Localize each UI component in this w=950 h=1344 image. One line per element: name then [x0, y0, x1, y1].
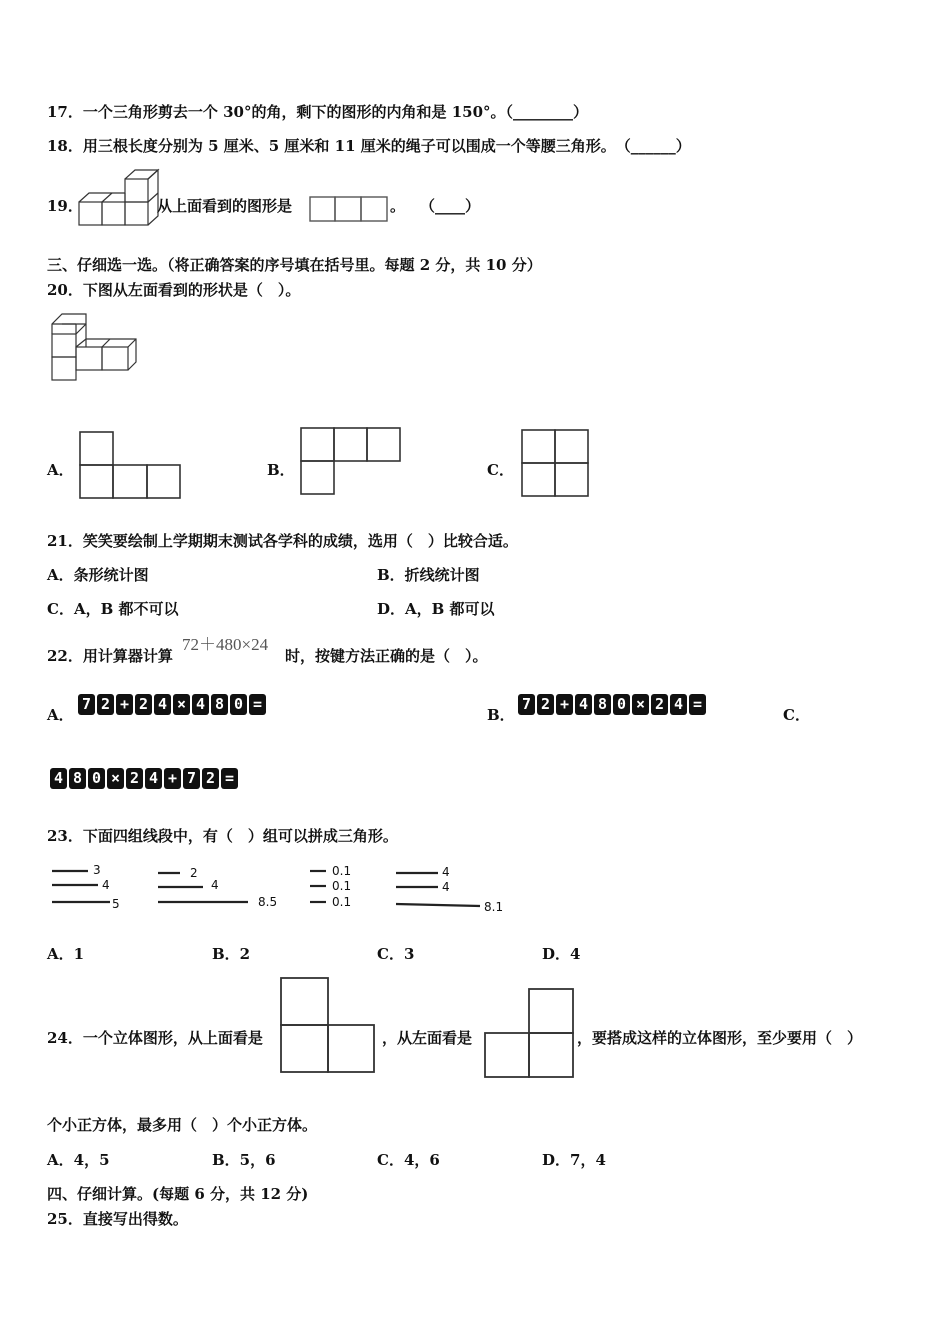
seg-g4-b: 4 [442, 880, 450, 894]
seg-g3-a: 0.1 [332, 864, 352, 878]
calc-a-key: 4 [154, 694, 171, 715]
calc-a-key: 0 [230, 694, 247, 715]
q19-cube-figure [78, 168, 160, 226]
seg-g1-c: 5 [112, 897, 120, 911]
calc-c-key: 2 [126, 768, 143, 789]
calc-c-key: 8 [69, 768, 86, 789]
seg-g4-a: 4 [442, 865, 450, 879]
section-4-heading: 四、仔细计算。(每题 6 分，共 12 分) [47, 1185, 309, 1203]
question-24-prefix: 24．一个立体图形，从上面看是 [47, 1029, 263, 1047]
q19-top-view-figure [309, 196, 389, 222]
calc-a-key: × [173, 694, 190, 715]
seg-g4-c: 8.1 [484, 900, 504, 914]
question-22-prefix: 22．用计算器计算 [47, 647, 173, 665]
calc-b-key: 8 [594, 694, 611, 715]
q24-left-view-figure [483, 987, 577, 1081]
q22-option-c-keys [50, 768, 240, 789]
seg-g2-c: 8.5 [258, 895, 278, 909]
q23-option-c: C．3 [377, 945, 415, 963]
q21-option-a: A．条形统计图 [47, 566, 149, 584]
calc-a-key: 2 [97, 694, 114, 715]
q24-option-c: C．4，6 [377, 1151, 440, 1169]
question-24-line2: 个小正方体，最多用（ ）个小正方体。 [47, 1116, 318, 1134]
calc-b-key: 2 [537, 694, 554, 715]
calc-c-key: × [107, 768, 124, 789]
calc-c-key: 0 [88, 768, 105, 789]
calc-b-key: 0 [613, 694, 630, 715]
calc-c-key: = [221, 768, 238, 789]
calc-b-key: 4 [670, 694, 687, 715]
calc-a-key: = [249, 694, 266, 715]
seg-g2-b: 4 [211, 878, 219, 892]
question-20: 20．下图从左面看到的形状是（ ）。 [47, 281, 301, 299]
seg-g1-b: 4 [102, 878, 110, 892]
section-3-heading: 三、仔细选一选。（将正确答案的序号填在括号里。每题 2 分，共 10 分） [47, 256, 542, 274]
q21-option-d: D．A，B 都可以 [377, 600, 495, 618]
calc-b-key: 7 [518, 694, 535, 715]
calc-c-key: 4 [50, 768, 67, 789]
calc-b-key: = [689, 694, 706, 715]
calc-c-key: 2 [202, 768, 219, 789]
q22-option-a-keys [78, 694, 268, 715]
q23-option-a: A．1 [47, 945, 85, 963]
q20-option-b-label: B． [267, 461, 295, 479]
q24-top-view-figure [279, 976, 377, 1074]
q20-option-a-figure [78, 430, 184, 500]
q24-option-a: A．4，5 [47, 1151, 110, 1169]
q23-option-d: D．4 [542, 945, 581, 963]
question-22-suffix: 时，按键方法正确的是（ ）。 [285, 647, 488, 665]
calc-c-key: 4 [145, 768, 162, 789]
seg-g1-a: 3 [93, 863, 101, 877]
calc-a-key: 7 [78, 694, 95, 715]
q20-cube-figure [50, 312, 138, 382]
q20-option-c-figure [520, 428, 592, 498]
question-24-mid: ，从左面看是 [382, 1029, 473, 1047]
q23-option-b: B．2 [212, 945, 251, 963]
q20-option-a-label: A． [47, 461, 74, 479]
calc-b-key: + [556, 694, 573, 715]
q19-tail: 。 （____） [390, 197, 481, 215]
calc-b-key: 2 [651, 694, 668, 715]
q22-expression: 72＋480×24 [182, 635, 269, 654]
q20-option-c-label: C． [487, 461, 514, 479]
question-17: 17．一个三角形剪去一个 30°的角，剩下的图形的内角和是 150°。（________） [47, 103, 589, 121]
question-19-number: 19． [47, 197, 83, 215]
q22-option-c-label: C． [783, 706, 810, 724]
calc-b-key: 4 [575, 694, 592, 715]
q24-option-b: B．5，6 [212, 1151, 276, 1169]
seg-g3-b: 0.1 [332, 879, 352, 893]
question-25: 25．直接写出得数。 [47, 1210, 188, 1228]
q24-option-d: D．7，4 [542, 1151, 606, 1169]
question-18: 18．用三根长度分别为 5 厘米、5 厘米和 11 厘米的绳子可以围成一个等腰三角形。 （______） [47, 137, 691, 155]
q19-text: 从上面看到的图形是 [157, 197, 293, 215]
q22-option-b-keys [518, 694, 708, 715]
calc-a-key: 2 [135, 694, 152, 715]
q21-option-c: C．A，B 都不可以 [47, 600, 179, 618]
question-23: 23．下面四组线段中，有（ ）组可以拼成三角形。 [47, 827, 398, 845]
q22-option-b-label: B． [487, 706, 515, 724]
q22-option-a-label: A． [47, 706, 74, 724]
calc-b-key: × [632, 694, 649, 715]
q20-option-b-figure [299, 426, 403, 496]
calc-a-key: 8 [211, 694, 228, 715]
question-24-suffix: ，要搭成这样的立体图形，至少要用（ ） [577, 1029, 863, 1047]
q23-segments-figure [48, 858, 518, 918]
question-21: 21．笑笑要绘制上学期期末测试各学科的成绩，选用（ ）比较合适。 [47, 532, 518, 550]
calc-a-key: + [116, 694, 133, 715]
seg-g2-a: 2 [190, 866, 198, 880]
seg-g3-c: 0.1 [332, 895, 352, 909]
calc-c-key: + [164, 768, 181, 789]
q21-option-b: B．折线统计图 [377, 566, 480, 584]
calc-c-key: 7 [183, 768, 200, 789]
calc-a-key: 4 [192, 694, 209, 715]
